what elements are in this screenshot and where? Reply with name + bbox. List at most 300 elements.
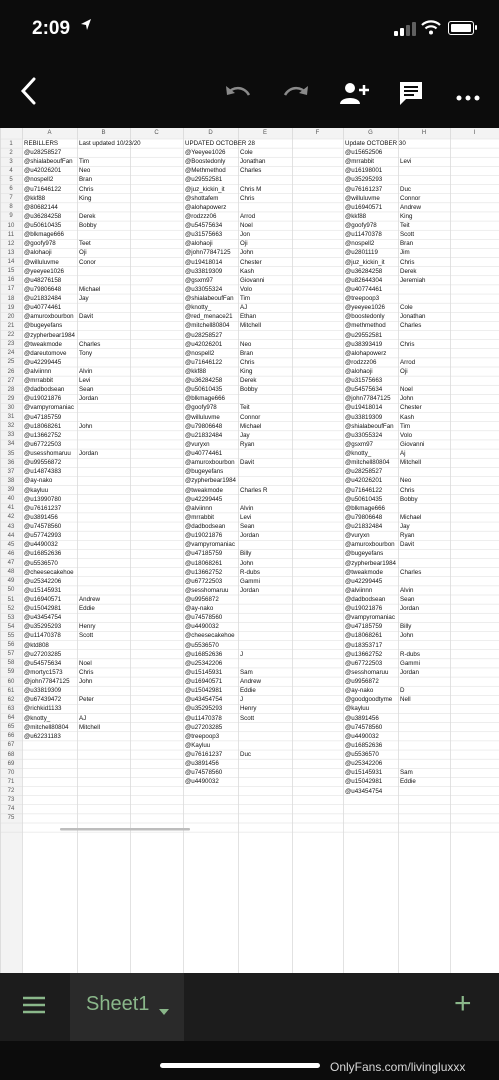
table-cell[interactable]: Sam (240, 668, 253, 676)
row-header[interactable]: 56 (7, 642, 15, 649)
table-cell[interactable]: @rodzzz06 (345, 358, 377, 366)
table-cell[interactable]: Jordan (240, 586, 259, 594)
comment-icon[interactable] (398, 80, 424, 111)
row-header[interactable]: 27 (7, 377, 15, 384)
table-cell[interactable]: @u13990780 (24, 495, 62, 503)
table-cell[interactable]: Tim (240, 295, 251, 303)
table-cell[interactable]: John (79, 678, 93, 686)
table-cell[interactable]: @u74578560 (24, 523, 62, 531)
table-cell[interactable]: @richkid1133 (24, 705, 62, 713)
table-cell[interactable]: Alvin (79, 368, 93, 375)
table-cell[interactable]: Jordan (79, 395, 98, 403)
table-cell[interactable]: @u16940571 (345, 203, 383, 211)
table-cell[interactable]: @knotty_ (24, 714, 51, 722)
table-cell[interactable]: @u31575663 (185, 231, 223, 239)
table-cell[interactable]: @kayluu (345, 705, 370, 713)
table-cell[interactable]: @u76161237 (24, 504, 62, 512)
table-cell[interactable]: @nospell2 (345, 240, 375, 248)
table-cell[interactable]: @u21832484 (24, 295, 62, 303)
table-cell[interactable]: Bran (400, 240, 414, 248)
table-cell[interactable]: Volo (240, 285, 253, 293)
table-cell[interactable]: John (79, 422, 93, 430)
table-cell[interactable]: Eddie (79, 605, 95, 613)
table-cell[interactable]: @u50610435 (345, 495, 383, 503)
table-cell[interactable]: @rodzzz06 (185, 212, 217, 220)
table-cell[interactable]: @u28258527 (345, 468, 383, 476)
table-cell[interactable]: @u47185759 (24, 413, 62, 421)
table-cell[interactable]: @john77847125 (185, 249, 231, 257)
table-cell[interactable]: @u3891456 (185, 760, 219, 768)
row-header[interactable]: 72 (7, 788, 15, 795)
table-cell[interactable]: @u5536570 (185, 641, 219, 649)
row-header[interactable]: 29 (7, 395, 15, 402)
table-cell[interactable]: @cheesecakehoe (24, 568, 74, 576)
row-header[interactable]: 67 (7, 742, 15, 749)
column-header[interactable]: B (101, 130, 106, 136)
row-header[interactable]: 42 (7, 514, 15, 521)
table-cell[interactable]: @ay-nako (345, 687, 374, 695)
table-cell[interactable]: @u19418014 (345, 404, 383, 412)
table-cell[interactable]: Derek (400, 267, 417, 275)
table-cell[interactable]: @u67722503 (345, 659, 383, 667)
table-cell[interactable]: @alohapowerz (345, 349, 387, 357)
table-cell[interactable]: Update OCTOBER 30 (345, 140, 406, 147)
table-cell[interactable]: @u19418014 (185, 258, 223, 266)
table-cell[interactable]: Teit (400, 222, 410, 230)
table-cell[interactable]: @u35295293 (345, 176, 383, 184)
table-cell[interactable]: @u28258527 (185, 331, 223, 339)
table-cell[interactable]: @u15042981 (345, 778, 383, 786)
table-cell[interactable]: @u40774461 (185, 450, 223, 458)
table-cell[interactable]: Jordan (400, 605, 419, 613)
row-header[interactable]: 62 (7, 696, 15, 703)
table-cell[interactable]: @u31575663 (345, 377, 383, 385)
table-cell[interactable]: @kayluu (24, 486, 49, 494)
add-sheet-button[interactable]: + (454, 987, 472, 1020)
column-header[interactable]: A (47, 130, 52, 136)
row-header[interactable]: 71 (7, 778, 15, 785)
table-cell[interactable]: Teet (79, 240, 91, 248)
back-chevron-icon[interactable] (18, 76, 40, 111)
table-cell[interactable]: Michael (240, 422, 262, 430)
table-cell[interactable]: @john77847125 (345, 395, 391, 403)
row-header[interactable]: 2 (9, 149, 13, 156)
table-cell[interactable]: Alvin (400, 586, 414, 594)
table-cell[interactable]: @u42026201 (24, 167, 62, 175)
table-cell[interactable]: @blkmage666 (345, 504, 385, 512)
add-person-icon[interactable] (338, 80, 370, 111)
table-cell[interactable]: @u9956872 (185, 596, 219, 603)
table-cell[interactable]: @mitchell80804 (185, 322, 230, 330)
row-header[interactable]: 14 (7, 259, 15, 266)
row-header[interactable]: 36 (7, 459, 15, 466)
table-cell[interactable]: @u4490032 (185, 778, 219, 786)
row-header[interactable]: 65 (7, 724, 15, 731)
table-cell[interactable]: @u79806648 (345, 513, 383, 521)
table-cell[interactable]: John (400, 632, 414, 640)
row-header[interactable]: 43 (7, 523, 15, 530)
row-header[interactable]: 15 (7, 268, 15, 275)
table-cell[interactable]: AJ (79, 714, 87, 722)
table-cell[interactable]: Cole (240, 149, 253, 157)
redo-icon[interactable] (282, 82, 310, 107)
table-cell[interactable]: Jon (240, 231, 250, 239)
table-cell[interactable]: @bugeyefans (185, 468, 224, 476)
column-header[interactable]: C (154, 130, 159, 136)
row-header[interactable]: 37 (7, 468, 15, 475)
table-cell[interactable]: @zypherbear1984 (345, 559, 397, 567)
table-cell[interactable]: @shialabeoufFan (185, 295, 234, 303)
all-sheets-menu-icon[interactable] (22, 995, 46, 1020)
table-cell[interactable]: @vampyromaniac (185, 541, 235, 549)
table-cell[interactable]: @blkmage666 (24, 231, 64, 239)
table-cell[interactable]: @amuroxbourbon (185, 459, 235, 467)
table-cell[interactable]: @kkf88 (185, 368, 207, 375)
table-cell[interactable]: @dadbodsean (345, 596, 386, 603)
table-cell[interactable]: Jordan (400, 668, 419, 676)
table-cell[interactable]: Kash (400, 413, 415, 421)
table-cell[interactable]: Jonathan (400, 313, 426, 321)
table-cell[interactable]: @alohaoji (24, 249, 52, 257)
table-cell[interactable]: Charles (240, 167, 262, 175)
table-cell[interactable]: @u74578560 (185, 614, 223, 622)
row-header[interactable]: 11 (7, 231, 15, 238)
table-cell[interactable]: J (240, 650, 244, 658)
table-cell[interactable]: Jordan (79, 450, 98, 458)
table-cell[interactable]: Chester (240, 258, 262, 266)
table-cell[interactable]: @u18068261 (24, 422, 62, 430)
spreadsheet-grid[interactable] (0, 128, 499, 973)
table-cell[interactable]: @u33819309 (185, 267, 223, 275)
row-header[interactable]: 30 (7, 404, 15, 411)
table-cell[interactable]: @yeeyee1026 (24, 267, 64, 275)
table-cell[interactable]: @blkmage666 (185, 395, 225, 403)
row-header[interactable]: 44 (7, 532, 15, 539)
table-cell[interactable]: Bran (240, 349, 254, 357)
table-cell[interactable]: @tweakmode (24, 340, 62, 348)
table-cell[interactable]: Sam (400, 769, 413, 777)
table-cell[interactable]: @u11470378 (24, 632, 61, 640)
table-cell[interactable]: @u27203285 (24, 650, 62, 658)
table-cell[interactable]: @u38393419 (345, 340, 383, 348)
table-cell[interactable]: Duc (400, 185, 412, 193)
table-cell[interactable]: UPDATED OCTOBER 28 (185, 140, 255, 147)
table-cell[interactable]: John (240, 249, 254, 257)
table-cell[interactable]: Conor (79, 258, 96, 266)
table-cell[interactable]: @u5536570 (24, 559, 58, 567)
row-header[interactable]: 73 (7, 797, 15, 804)
table-cell[interactable]: Eddie (240, 687, 256, 695)
table-cell[interactable]: Tim (400, 422, 411, 430)
table-cell[interactable]: R-dubs (240, 568, 260, 576)
table-cell[interactable]: @mitchell80804 (24, 723, 69, 731)
table-cell[interactable]: Mitchell (400, 459, 421, 467)
table-cell[interactable]: @ay-nako (185, 605, 214, 613)
table-cell[interactable]: Charles (400, 322, 422, 330)
table-cell[interactable]: @u36284258 (185, 377, 223, 385)
table-cell[interactable]: @u43454754 (185, 696, 223, 704)
row-header[interactable]: 35 (7, 450, 15, 457)
row-header[interactable]: 53 (7, 614, 15, 621)
table-cell[interactable]: Gammi (240, 577, 260, 585)
table-cell[interactable]: @Yeeyee1026 (185, 149, 226, 157)
table-cell[interactable]: @nospell2 (185, 349, 215, 357)
table-cell[interactable]: @u79806648 (24, 285, 62, 293)
row-header[interactable]: 52 (7, 605, 15, 612)
row-header[interactable]: 23 (7, 341, 15, 348)
row-header[interactable]: 19 (7, 304, 15, 311)
table-cell[interactable]: Last updated 10/23/20 (79, 140, 141, 147)
table-cell[interactable]: Levi (400, 158, 412, 166)
table-cell[interactable]: Bran (79, 176, 93, 184)
table-cell[interactable]: @u16852636 (185, 650, 223, 658)
table-cell[interactable]: @u74578560 (345, 723, 383, 731)
table-cell[interactable]: King (79, 194, 92, 202)
table-cell[interactable]: Jordan (240, 532, 259, 540)
column-header[interactable]: H (421, 130, 427, 136)
table-cell[interactable]: @Kayluu (185, 741, 211, 749)
table-cell[interactable]: @u54575634 (185, 222, 223, 230)
row-header[interactable]: 49 (7, 578, 15, 585)
table-cell[interactable]: @boostedonly (345, 313, 385, 321)
table-cell[interactable]: Chris (79, 668, 94, 676)
table-cell[interactable]: Jim (400, 249, 410, 257)
table-cell[interactable]: @sesshomaruu (345, 668, 389, 676)
table-cell[interactable]: @dadbodsean (24, 386, 65, 394)
row-header[interactable]: 59 (7, 669, 15, 676)
table-cell[interactable]: @u18068261 (345, 632, 383, 640)
table-cell[interactable]: @u25342206 (24, 577, 62, 585)
table-cell[interactable]: @u16940571 (185, 678, 223, 686)
table-cell[interactable]: Chris (240, 194, 255, 202)
table-cell[interactable]: @u3891456 (24, 513, 58, 521)
table-cell[interactable]: @mrrabbit (185, 513, 214, 521)
table-cell[interactable]: Mitchell (79, 723, 100, 731)
table-cell[interactable]: @u42026201 (345, 477, 383, 485)
table-cell[interactable]: @u67439472 (24, 696, 62, 704)
table-cell[interactable]: Peter (79, 696, 94, 704)
row-header[interactable]: 41 (7, 505, 15, 512)
table-cell[interactable]: Sean (240, 523, 255, 531)
table-cell[interactable]: Chris (240, 358, 255, 366)
table-cell[interactable]: @zypherbear1984 (24, 331, 76, 339)
table-cell[interactable]: Nell (400, 696, 411, 704)
table-cell[interactable]: @alviinnn (345, 586, 373, 594)
table-cell[interactable]: Aj (400, 450, 406, 458)
table-cell[interactable]: Jeremiah (400, 276, 426, 284)
table-cell[interactable]: Jay (79, 295, 89, 303)
table-cell[interactable]: Giovanni (240, 276, 265, 284)
row-header[interactable]: 58 (7, 660, 15, 667)
row-header[interactable]: 5 (9, 176, 13, 183)
row-header[interactable]: 45 (7, 541, 15, 548)
table-cell[interactable]: Henry (79, 623, 96, 631)
table-cell[interactable]: D (400, 687, 405, 695)
table-cell[interactable]: Tim (79, 158, 90, 166)
row-header[interactable]: 24 (7, 350, 15, 357)
table-cell[interactable]: @goofy978 (345, 222, 377, 230)
table-cell[interactable]: Billy (240, 550, 252, 558)
table-cell[interactable]: @vuryxn (185, 440, 210, 448)
table-cell[interactable]: @u29552581 (185, 176, 223, 184)
table-cell[interactable]: @vuryxn (345, 532, 370, 540)
table-cell[interactable]: Levi (240, 513, 252, 521)
table-cell[interactable]: @Boostedonly (185, 158, 226, 166)
tab-sheet1[interactable] (70, 973, 184, 1041)
table-cell[interactable]: Davit (400, 541, 415, 549)
row-header[interactable]: 25 (7, 359, 15, 366)
table-cell[interactable]: @u71646122 (185, 358, 223, 366)
table-cell[interactable]: @u4490032 (185, 623, 219, 631)
row-header[interactable]: 13 (7, 249, 15, 256)
row-header[interactable]: 39 (7, 487, 15, 494)
table-cell[interactable]: @mortyc1573 (24, 668, 63, 676)
table-cell[interactable]: @goofy978 (185, 404, 217, 412)
table-cell[interactable]: @knotty_ (185, 304, 212, 312)
table-cell[interactable]: Andrew (79, 596, 100, 603)
row-header[interactable]: 70 (7, 769, 15, 776)
table-cell[interactable]: King (240, 368, 253, 375)
table-cell[interactable]: @treepoop3 (185, 732, 220, 740)
row-header[interactable]: 68 (7, 751, 15, 758)
table-cell[interactable]: Gammi (400, 659, 420, 667)
table-cell[interactable]: @u11470378 (345, 231, 382, 239)
table-cell[interactable]: @dareutomove (24, 349, 67, 357)
table-cell[interactable]: Arrod (400, 358, 416, 366)
table-cell[interactable]: @u16852636 (24, 550, 62, 558)
table-cell[interactable]: @vampyromaniac (345, 614, 395, 622)
table-cell[interactable]: @juz_kickin_it (185, 185, 225, 193)
row-header[interactable]: 21 (7, 322, 15, 329)
table-cell[interactable]: Derek (79, 212, 96, 220)
table-cell[interactable]: @juz_kickin_it (345, 258, 385, 266)
table-cell[interactable]: @methmethod (345, 322, 386, 330)
column-header[interactable]: G (368, 130, 373, 136)
table-cell[interactable]: Chris (79, 185, 94, 193)
row-header[interactable]: 20 (7, 313, 15, 320)
table-cell[interactable]: @zypherbear1984 (185, 477, 237, 485)
table-cell[interactable]: Derek (240, 377, 257, 385)
table-cell[interactable]: @ktd808 (24, 641, 49, 649)
table-cell[interactable]: Kash (240, 267, 255, 275)
table-cell[interactable]: Cole (400, 304, 413, 312)
table-cell[interactable]: @u74578560 (185, 769, 223, 777)
table-cell[interactable]: Jay (400, 523, 410, 531)
table-cell[interactable]: Bobby (240, 386, 258, 394)
table-cell[interactable]: @u79806648 (185, 422, 223, 430)
table-cell[interactable]: @u62231183 (24, 732, 61, 740)
table-cell[interactable]: Bobby (79, 222, 97, 230)
table-cell[interactable]: @alohaoji (185, 240, 213, 248)
row-header[interactable]: 46 (7, 550, 15, 557)
table-cell[interactable]: @dadbodsean (185, 523, 226, 531)
table-cell[interactable]: @u76161237 (345, 185, 383, 193)
row-header[interactable]: 64 (7, 715, 15, 722)
row-header[interactable]: 75 (7, 815, 15, 822)
table-cell[interactable]: @u13662752 (185, 568, 223, 576)
table-cell[interactable]: @u42299445 (345, 577, 383, 585)
table-cell[interactable]: @willuluvme (185, 413, 220, 421)
table-cell[interactable]: Duc (240, 751, 252, 759)
table-cell[interactable]: @shialabeoufFan (24, 158, 73, 166)
table-cell[interactable]: Ryan (400, 532, 415, 540)
table-cell[interactable]: @u4490032 (24, 541, 58, 549)
table-cell[interactable]: @u15042981 (24, 605, 62, 613)
table-cell[interactable]: Scott (240, 714, 255, 722)
table-cell[interactable]: @usesshomaruu (24, 450, 71, 458)
table-cell[interactable]: @knotty_ (345, 450, 372, 458)
table-cell[interactable]: @u25342206 (185, 659, 223, 667)
table-cell[interactable]: Michael (400, 513, 422, 521)
table-cell[interactable]: @mitchell80804 (345, 459, 390, 467)
row-header[interactable]: 54 (7, 623, 15, 630)
row-header[interactable]: 51 (7, 596, 15, 603)
table-cell[interactable]: John (400, 395, 414, 403)
table-cell[interactable]: @u33055324 (185, 285, 223, 293)
table-cell[interactable]: Sean (79, 386, 94, 394)
table-cell[interactable]: @u4490032 (345, 732, 379, 740)
row-header[interactable]: 4 (9, 167, 13, 174)
table-cell[interactable]: @treepoop3 (345, 295, 380, 303)
table-cell[interactable]: Eddie (400, 778, 416, 786)
table-cell[interactable]: @u18068261 (185, 559, 223, 567)
table-cell[interactable]: @u33055324 (345, 431, 383, 439)
table-cell[interactable]: @willuluvme (24, 258, 59, 266)
table-cell[interactable]: Bobby (400, 495, 418, 503)
table-cell[interactable]: @tweakmode (345, 568, 383, 576)
table-cell[interactable]: Charles (79, 340, 101, 348)
table-cell[interactable]: @u54575634 (345, 386, 383, 394)
row-header[interactable]: 6 (9, 186, 13, 193)
table-cell[interactable]: @u33819309 (345, 413, 383, 421)
table-cell[interactable]: Chris (400, 258, 415, 266)
column-header[interactable]: E (262, 130, 267, 136)
table-cell[interactable]: @u16198001 (345, 167, 383, 175)
row-header[interactable]: 61 (7, 687, 15, 694)
table-cell[interactable]: @u71646122 (24, 185, 62, 193)
table-cell[interactable]: Alvin (240, 504, 254, 512)
table-cell[interactable]: @alviinnn (185, 504, 213, 512)
row-header[interactable]: 18 (7, 295, 15, 302)
row-header[interactable]: 38 (7, 477, 15, 484)
table-cell[interactable]: @u13662752 (345, 650, 383, 658)
table-cell[interactable]: @u47185759 (345, 623, 383, 631)
table-cell[interactable]: @u19021876 (185, 532, 223, 540)
column-header[interactable]: I (473, 130, 476, 136)
table-cell[interactable]: Noel (240, 222, 253, 230)
table-cell[interactable]: @u50610435 (185, 386, 223, 394)
table-cell[interactable]: @u2801119 (345, 249, 378, 257)
row-header[interactable]: 63 (7, 705, 15, 712)
row-header[interactable]: 22 (7, 332, 15, 339)
table-cell[interactable]: @u21832484 (185, 431, 223, 439)
table-cell[interactable]: @u99556872 (24, 459, 62, 467)
table-cell[interactable]: @u9956872 (345, 678, 379, 686)
table-cell[interactable]: @u11470378 (185, 714, 222, 722)
table-cell[interactable]: Neo (79, 167, 91, 175)
table-cell[interactable]: @bugeyefans (345, 550, 384, 558)
row-header[interactable]: 69 (7, 760, 15, 767)
table-cell[interactable]: @u82644304 (345, 276, 383, 284)
table-cell[interactable]: Davit (79, 313, 94, 321)
table-cell[interactable]: Noel (400, 386, 413, 394)
table-cell[interactable]: Jay (240, 431, 250, 439)
table-cell[interactable]: @u43454754 (345, 787, 383, 795)
table-cell[interactable]: King (400, 212, 413, 220)
table-cell[interactable]: @ay-nako (24, 477, 53, 485)
table-cell[interactable]: @u28258527 (24, 149, 62, 157)
row-header[interactable]: 57 (7, 651, 15, 658)
